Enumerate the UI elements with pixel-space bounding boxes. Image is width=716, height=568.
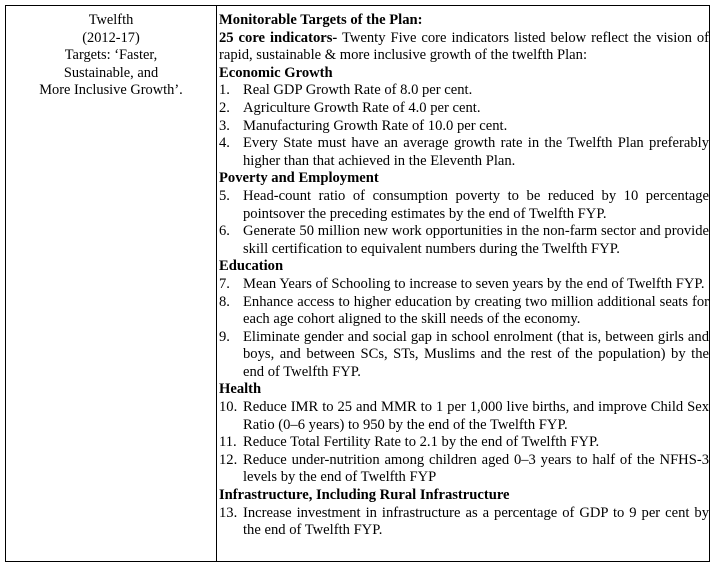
plan-targets-line1: Targets: ‘Faster, [64, 47, 158, 64]
plan-table [5, 5, 710, 562]
section-heading-education: Education [219, 258, 284, 275]
list-item: 1. Real GDP Growth Rate of 8.0 per cent. [219, 82, 473, 99]
list-item: 8. Enhance access to higher education by creating two million additional seats for each age cohort aligned to the skill needs of the economy. [219, 293, 709, 328]
list-item: 4. Every State must have an average growth rate in the Twelfth Plan preferably higher than that achieved in the Eleventh Plan. [219, 135, 709, 169]
list-item: 9. Eliminate gender and social gap in school enrolment (that is, between girls and boys, and between SCs, STs, Muslims and the rest of the population) by the end of Twelfth FYP. [219, 328, 709, 380]
targets-title: Monitorable Targets of the Plan: [219, 12, 423, 28]
list-item: 11. Reduce Total Fertility Rate to 2.1 by the end of Twelfth FYP. [219, 434, 600, 451]
list-item: 12. Reduce under-nutrition among children aged 0–3 years to half of the NFHS-3 levels by the end of Twelfth FYP [219, 451, 709, 486]
list-item: 7. Mean Years of Schooling to increase to seven years by the end of Twelfth FYP. [219, 275, 705, 292]
intro-bold: 25 core indicators- [219, 29, 338, 46]
list-item: 5. Head-count ratio of consumption poverty to be reduced by 10 percentage pointsover the preceding estimates by the end of Twelfth FYP. [219, 187, 709, 222]
section-heading-health: Health [219, 381, 262, 398]
list-item: 3. Manufacturing Growth Rate of 10.0 per cent. [219, 117, 508, 134]
column-divider [216, 6, 217, 561]
plan-name: Twelfth [88, 12, 134, 28]
section-heading-infrastructure: Infrastructure, Including Rural Infrastructure [219, 487, 510, 504]
intro-paragraph [219, 30, 709, 65]
section-heading-economic: Economic Growth [219, 64, 333, 81]
section-heading-poverty: Poverty and Employment [219, 170, 379, 187]
list-item: 6. Generate 50 million new work opportunities in the non-farm sector and provide skill certification to equivalent numbers during the Twelfth FYP. [219, 223, 709, 257]
list-item: 10. Reduce IMR to 25 and MMR to 1 per 1,000 live births, and improve Child Sex Ratio (0–6 years) to 950 by the end of the Twelfth FYP. [219, 399, 709, 433]
targets-cell [219, 12, 709, 540]
plan-years: (2012-17) [82, 29, 140, 46]
plan-targets-line3: More Inclusive Growth’. [39, 82, 183, 99]
list-item: 2. Agriculture Growth Rate of 4.0 per cent. [219, 99, 481, 116]
plan-period-cell [6, 12, 216, 100]
plan-targets-line2: Sustainable, and [63, 64, 159, 81]
list-item: 13. Increase investment in infrastructure as a percentage of GDP to 9 per cent by the end of Twelfth FYP. [219, 504, 709, 539]
intro-text: Twenty Five core indicators listed below reflect the vision of rapid, sustainable & more inclusive growth of the twelfth Plan: [219, 29, 709, 64]
